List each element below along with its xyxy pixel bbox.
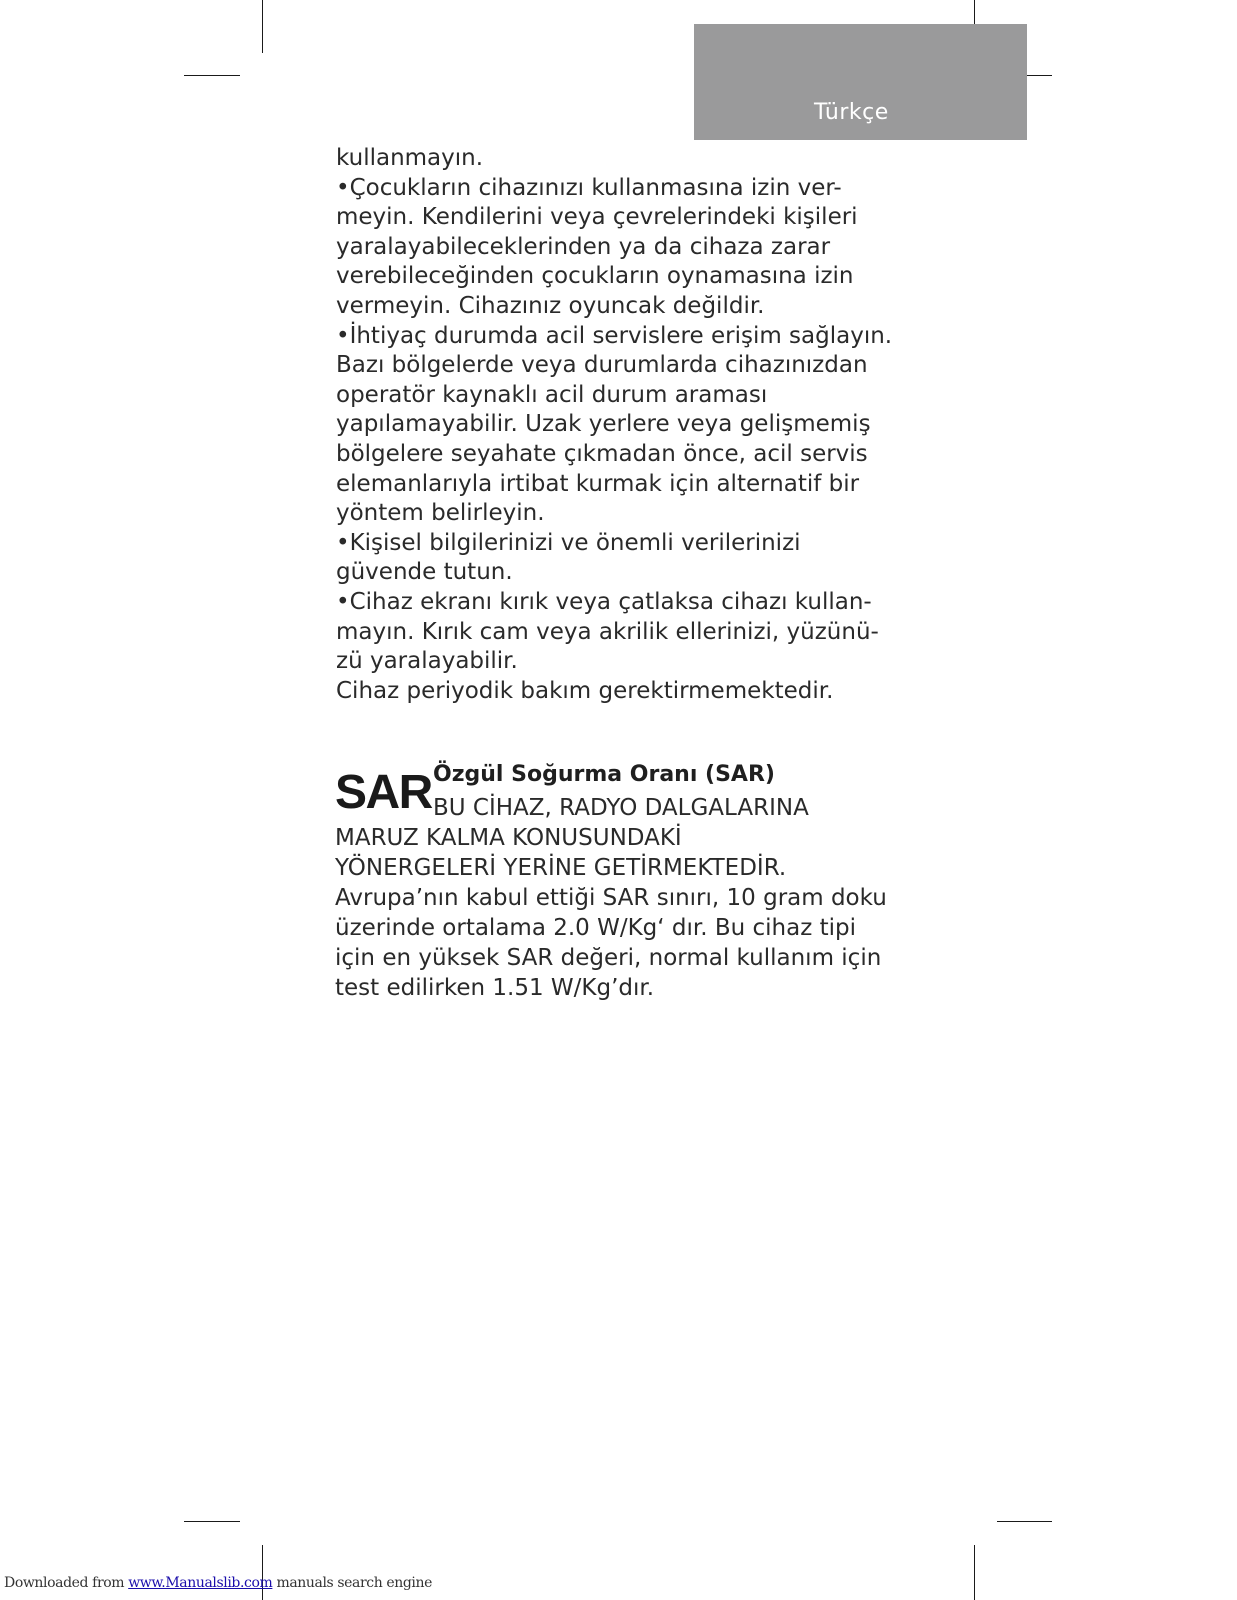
manualslib-link[interactable]: www.Manualslib.com: [128, 1575, 273, 1591]
text-line: güvende tutun.: [336, 559, 513, 586]
text-line: meyin. Kendilerini veya çevrelerindeki kişileri: [336, 204, 858, 231]
text-line: Avrupa’nın kabul ettiği SAR sınırı, 10 gram doku: [335, 885, 887, 911]
sar-logo: SAR: [335, 766, 432, 819]
text-line: •İhtiyaç durumda acil servislere erişim sağlayın.: [336, 322, 893, 349]
text-line: operatör kaynaklı acil durum araması: [336, 381, 768, 408]
text-line: vermeyin. Cihazınız oyuncak değildir.: [336, 292, 765, 319]
crop-mark: [184, 1521, 240, 1522]
text-line: Bazı bölgelerde veya durumlarda cihazınızdan: [336, 352, 868, 379]
crop-mark: [262, 0, 263, 53]
text-line: test edilirken 1.51 W/Kg’dır.: [335, 975, 655, 1001]
crop-mark: [184, 75, 240, 76]
text-line: •Kişisel bilgilerinizi ve önemli verilerinizi: [336, 529, 801, 556]
text-line: YÖNERGELERİ YERİNE GETİRMEKTEDİR.: [335, 855, 787, 881]
footer-prefix: Downloaded from: [4, 1575, 129, 1591]
text-line: MARUZ KALMA KONUSUNDAKİ: [335, 825, 682, 851]
footer-suffix: manuals search engine: [272, 1575, 433, 1591]
text-line: üzerinde ortalama 2.0 W/Kg‘ dır. Bu cihaz tipi: [335, 915, 857, 941]
text-line: yöntem belirleyin.: [336, 500, 545, 527]
text-line: zü yaralayabilir.: [336, 648, 518, 675]
text-line: mayın. Kırık cam veya akrilik ellerinizi, yüzünü-: [336, 618, 879, 645]
text-line: verebileceğinden çocukların oynamasına izin: [336, 263, 854, 290]
text-line: yapılamayabilir. Uzak yerlere veya gelişmemiş: [336, 411, 871, 438]
text-line: kullanmayın.: [336, 145, 484, 171]
text-line: •Cihaz ekranı kırık veya çatlaksa cihazı kullan-: [336, 588, 872, 615]
crop-mark: [974, 1545, 975, 1600]
text-line: için en yüksek SAR değeri, normal kullanım için: [335, 945, 882, 971]
text-line: Cihaz periyodik bakım gerektirmemektedir.: [336, 677, 834, 704]
download-footer: [4, 1575, 432, 1591]
safety-text: [336, 144, 916, 706]
text-line: bölgelere seyahate çıkmadan önce, acil servis: [336, 440, 868, 467]
crop-mark: [262, 1545, 263, 1600]
sar-heading: Özgül Soğurma Oranı (SAR): [433, 762, 775, 787]
text-line: yaralayabileceklerinden ya da cihaza zarar: [336, 233, 831, 260]
text-line: BU CİHAZ, RADYO DALGALARINA: [433, 795, 809, 821]
text-line: •Çocukların cihazınızı kullanmasına izin ver-: [336, 174, 842, 201]
language-label: Türkçe: [814, 100, 889, 125]
text-line: elemanlarıyla irtibat kurmak için alternatif bir: [336, 470, 860, 497]
crop-mark: [997, 1521, 1052, 1522]
sar-text: [335, 793, 887, 1003]
language-tab: [694, 24, 1027, 140]
